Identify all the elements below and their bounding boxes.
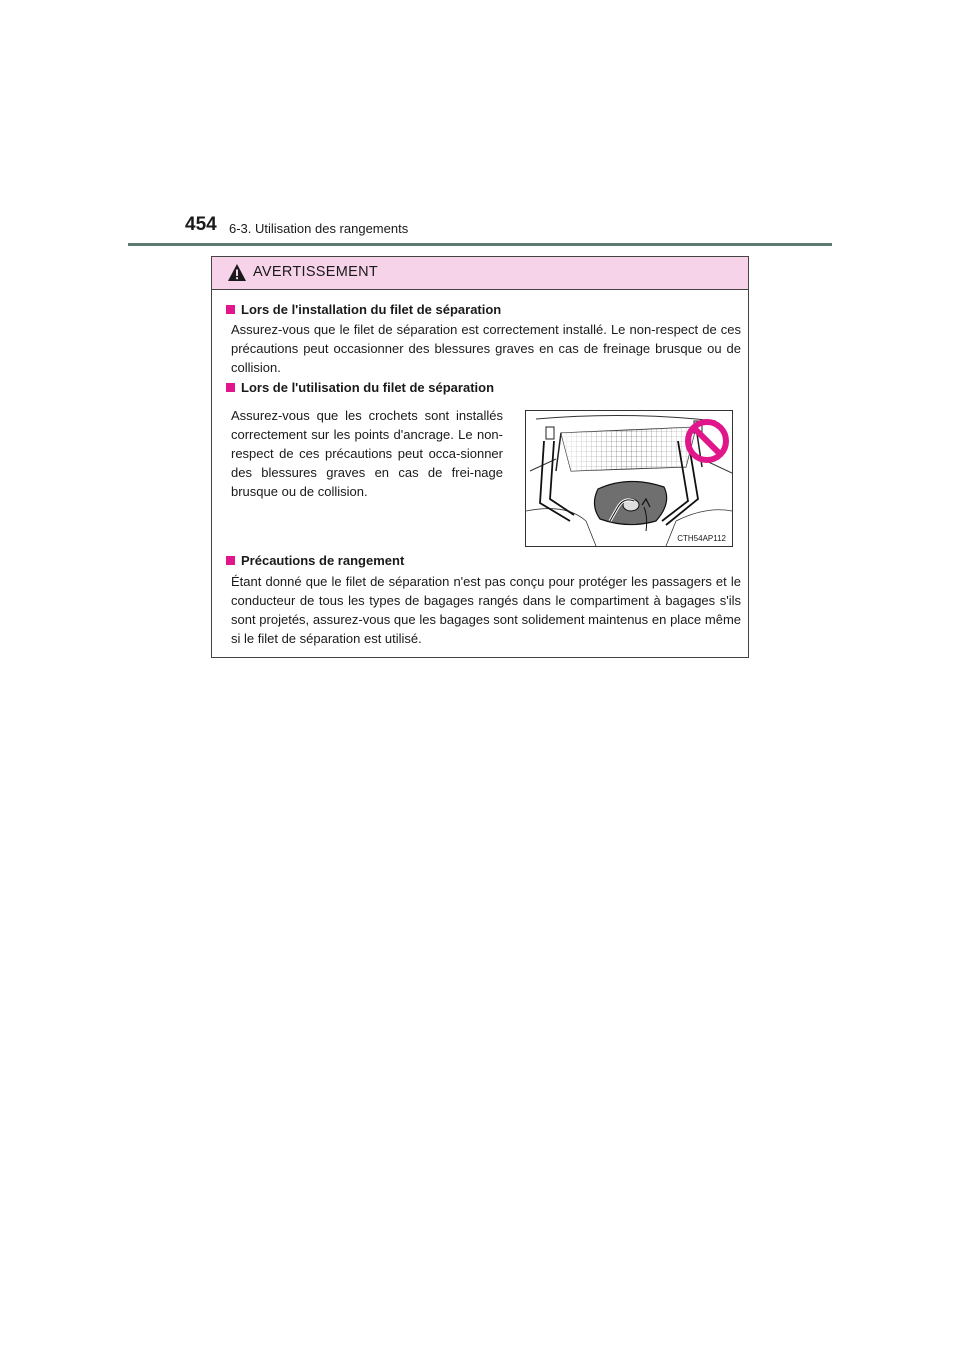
page-number: 454 bbox=[185, 214, 217, 235]
warning-box bbox=[211, 256, 749, 658]
item-heading-usage: Lors de l'utilisation du filet de séparation bbox=[226, 380, 494, 395]
warning-triangle-icon bbox=[227, 263, 247, 282]
item-body-installation: Assurez-vous que le filet de séparation est correctement installé. Le non-respect de ces précautions peut occasionner des blessures graves en cas de freinage brusque ou de collision. bbox=[231, 322, 741, 375]
item-body-usage: Assurez-vous que les crochets sont installés correctement sur les points d'ancrage. Le non-respect de ces précautions peut occa-sionner des blessures graves en cas de frei-nage brusque ou de collision. bbox=[231, 408, 503, 499]
warning-header bbox=[212, 257, 748, 290]
hook-anchor-illustration bbox=[525, 410, 733, 547]
section-title: 6-3. Utilisation des rangements bbox=[229, 221, 409, 236]
item-heading-installation: Lors de l'installation du filet de séparation bbox=[226, 302, 501, 317]
square-bullet-icon bbox=[226, 556, 235, 565]
cargo-net-drawing bbox=[526, 411, 732, 546]
square-bullet-icon bbox=[226, 305, 235, 314]
warning-title: AVERTISSEMENT bbox=[253, 264, 379, 280]
header-rule bbox=[128, 243, 832, 246]
item-body-storage: Étant donné que le filet de séparation n'est pas conçu pour protéger les passagers et le conducteur de tous les types de bagages rangés dans le compartiment à bagages s'ils sont projetés, assurez-vous que les bagages sont solidement maintenus en place même si le filet de séparation est utilisé. bbox=[231, 574, 741, 646]
item-heading-storage: Précautions de rangement bbox=[226, 553, 404, 568]
figure-code: CTH54AP112 bbox=[677, 534, 726, 543]
square-bullet-icon bbox=[226, 383, 235, 392]
